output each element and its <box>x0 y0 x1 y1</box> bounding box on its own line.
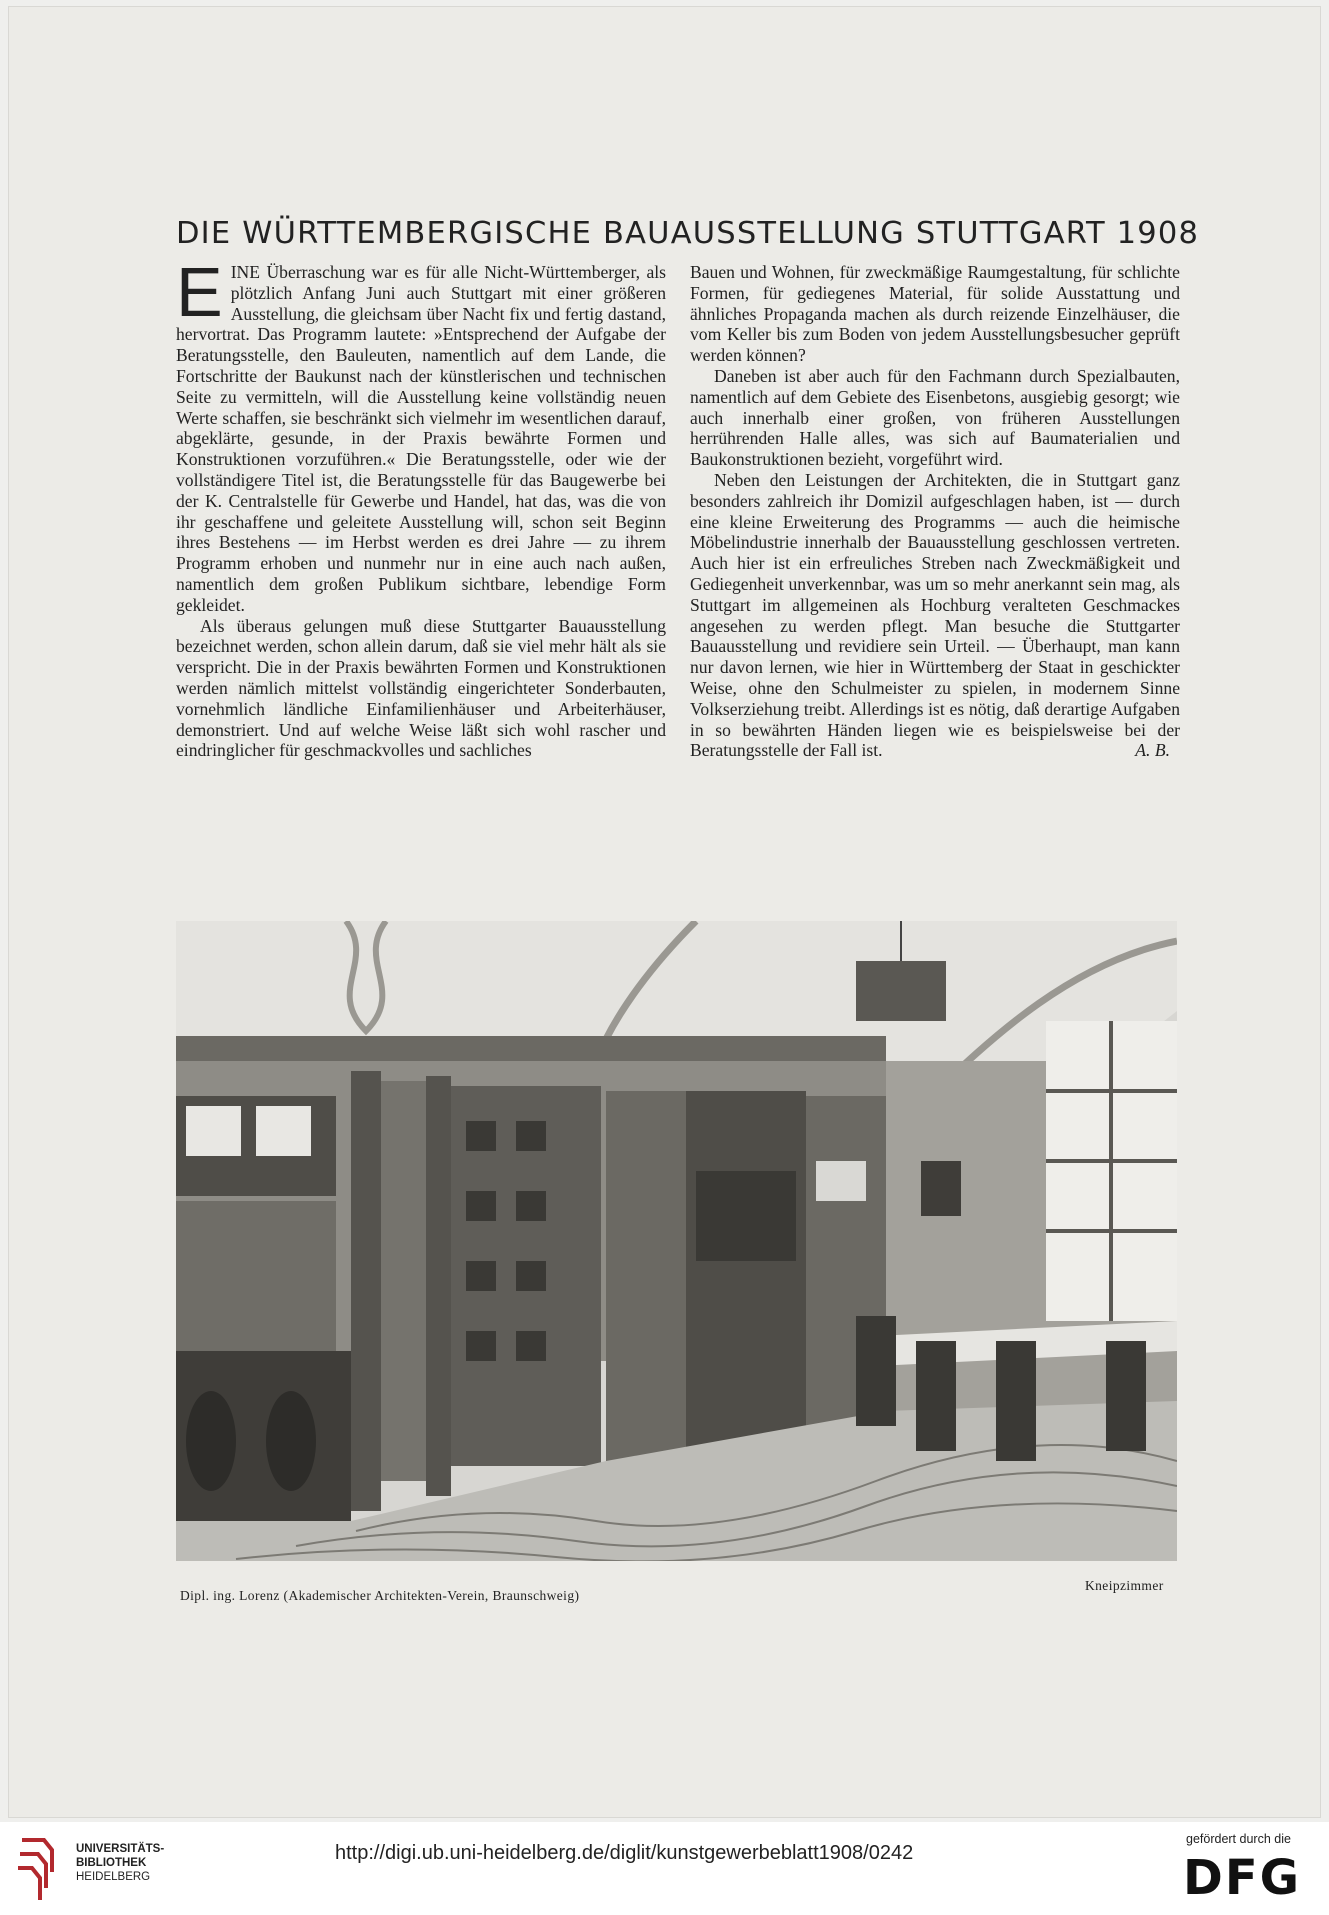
article-title: DIE WÜRTTEMBERGISCHE BAUAUSSTELLUNG STUTTGART 1908 <box>176 216 1200 251</box>
paragraph: Daneben ist aber auch für den Fachmann durch Spezialbauten, namentlich auf dem Gebiete des Eisenbetons, ausgiebig gesorgt; wie auch innerhalb einer großen, von früheren Ausstellungen herrührenden Halle alles, was sich auf Baumaterialien und Baukonstruktionen bezieht, vorgeführt wird. <box>690 365 1180 470</box>
right-column <box>690 262 1180 761</box>
library-name: UNIVERSITÄTS- BIBLIOTHEK HEIDELBERG <box>76 1843 165 1883</box>
room-photograph <box>176 921 1177 1561</box>
paragraph <box>176 253 666 616</box>
left-column <box>176 253 666 761</box>
room-illustration <box>176 921 1177 1561</box>
funding-note: gefördert durch die <box>1186 1832 1291 1846</box>
permalink-url[interactable]: http://digi.ub.uni-heidelberg.de/diglit/kunstgewerbeblatt1908/0242 <box>335 1842 914 1864</box>
paragraph: Als überaus gelungen muß diese Stuttgarter Bauausstellung bezeichnet werden, schon allein darum, daß sie viel mehr hält als sie verspricht. Die in der Praxis bewährten Formen und Konstruktionen werden nämlich mittelst vollständig eingerichteter Sonderbauten, vornehmlich ländliche Einfamilienhäuser und Arbeiterhäuser, demonstriert. Und auf welche Weise läßt sich wohl rascher und eindringlicher für geschmackvolles und sachliches <box>176 615 666 761</box>
author-signature: A. B. <box>1135 740 1170 761</box>
figure-caption-title: Kneipzimmer <box>1085 1578 1164 1593</box>
footer-bar <box>0 1822 1329 1915</box>
paragraph <box>690 470 1180 761</box>
paragraph-text: Neben den Leistungen der Architekten, die in Stuttgart ganz besonders zahlreich ihr Domizil aufgeschlagen haben, ist — durch eine kleine Erweiterung des Programms — auch die heimische Möbelindustrie innerhalb der Bauausstellung geschlossen vertreten. Auch hier ist ein erfreuliches Streben nach Zweckmäßigkeit und Gediegenheit unverkennbar, was um so mehr anerkannt sein mag, als Stuttgart im allgemeinen als Hochburg veralteten Geschmackes angesehen zu werden pflegt. Man besuche die Stuttgarter Bauausstellung und revidiere sein Urteil. — Überhaupt, man kann nur davon lernen, wie hier in Württemberg der Staat in geschickter Weise, ohne den Schulmeister zu spielen, in modernem Sinne Volkserziehung treibt. Allerdings ist es nötig, daß derartige Aufgaben in so bewährten Händen liegen wie es beispielsweise bei der Beratungsstelle der Fall ist. <box>690 469 1180 761</box>
paragraph-text: INE Überraschung war es für alle Nicht-Württemberger, als plötzlich Anfang Juni auch Stuttgart mit einer größeren Ausstellung, die gleichsam über Nacht fix und fertig dastand, hervortrat. Das Programm lautete: »Entsprechend der Aufgabe der Beratungsstelle, den Bauleuten, namentlich auf dem Lande, die Fortschritte der Baukunst nach der künstlerischen und technischen Seite zu vermitteln, will die Ausstellung keine vollständig neuen Werte schaffen, sie beschränkt sich vielmehr im wesentlichen darauf, abgeklärte, gesunde, in der Praxis bewährte Formen und Konstruktionen vorzuführen.« Die Beratungsstelle, oder wie der vollständigere Titel ist, die Beratungsstelle für das Baugewerbe bei der K. Centralstelle für Gewerbe und Handel, hat das, was die von ihr geschaffene und geleitete Ausstellung will, schon seit Beginn ihres Bestehens — im Herbst werden es drei Jahre — zu ihrem Programm erhoben und nunmehr nur in eine auch nach außen, namentlich dem großen Publikum sichtbare, lebendige Form gekleidet. <box>176 262 666 615</box>
paragraph: Bauen und Wohnen, für zweckmäßige Raumgestaltung, für schlichte Formen, für gediegenes Material, für solide Ausstattung und ähnliches Propaganda machen als durch reizende Einzelhäuser, die vom Keller bis zum Boden von jedem Ausstellungsbesucher geprüft werden können? <box>690 262 1180 366</box>
university-library-logo-icon <box>14 1832 60 1904</box>
drop-cap: E <box>176 253 223 331</box>
dfg-logo: DFG <box>1183 1850 1302 1906</box>
figure-caption-credit: Dipl. ing. Lorenz (Akademischer Architekten-Verein, Braunschweig) <box>180 1588 580 1603</box>
